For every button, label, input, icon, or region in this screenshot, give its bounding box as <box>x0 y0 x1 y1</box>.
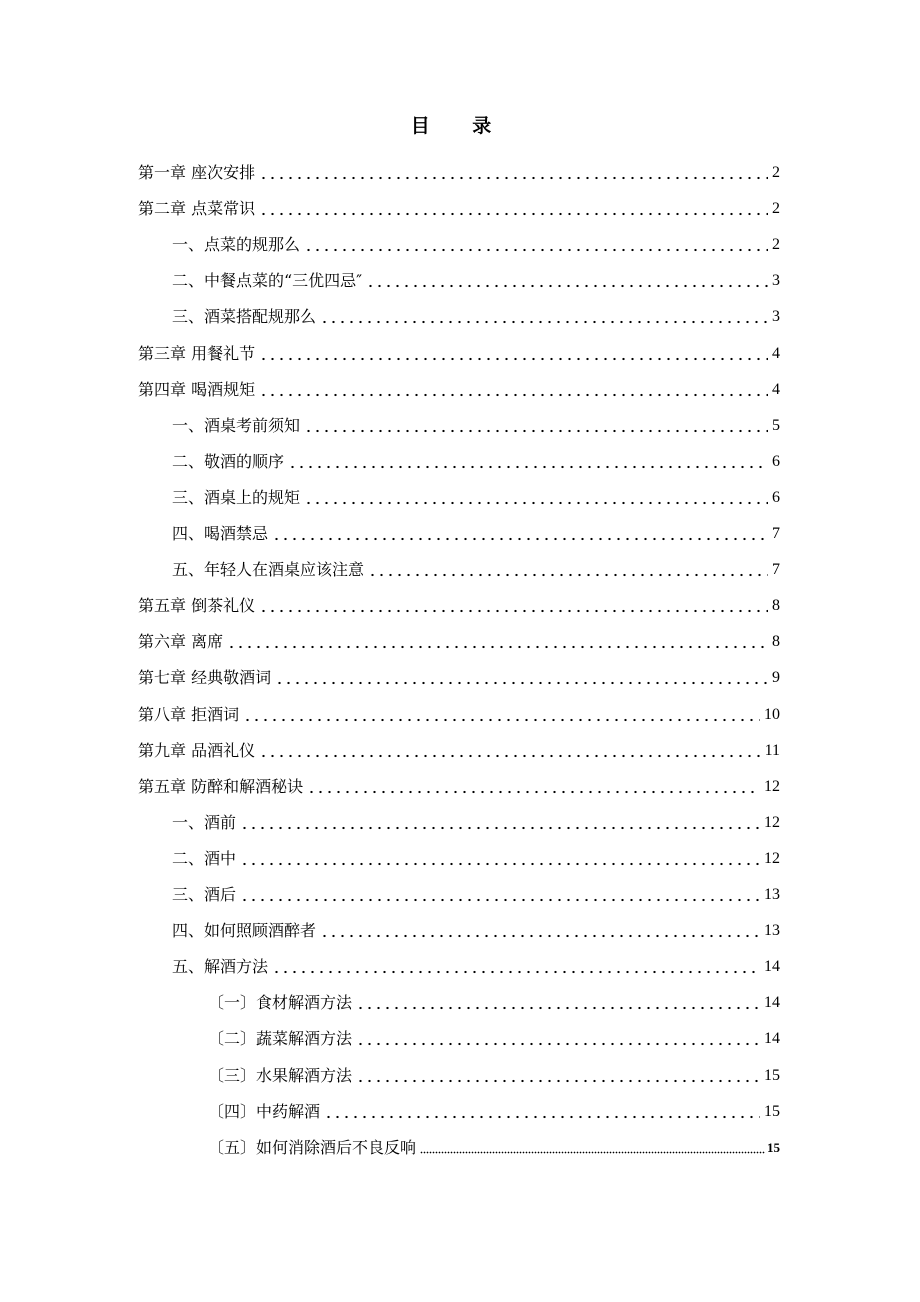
toc-dot-leader <box>259 393 768 397</box>
toc-entry-page-number: 12 <box>764 777 780 795</box>
toc-dot-leader <box>304 248 768 252</box>
toc-entry[interactable] <box>138 733 780 769</box>
toc-dot-leader <box>356 1006 760 1010</box>
toc-entry-label: 二、中餐点菜的“三优四忌″ <box>172 271 363 291</box>
toc-entry[interactable] <box>138 155 780 191</box>
toc-entry-page-number: 2 <box>772 236 780 254</box>
toc-entry[interactable] <box>138 697 780 733</box>
toc-entry-page-number: 3 <box>772 272 780 290</box>
toc-entry-label: 四、如何照顾酒醉者 <box>172 921 317 941</box>
toc-entry-page-number: 7 <box>772 525 780 542</box>
toc-entry-page-number: 6 <box>772 452 780 470</box>
toc-entry[interactable] <box>172 949 780 985</box>
toc-dot-leader <box>356 1079 760 1083</box>
toc-entry[interactable] <box>172 227 780 263</box>
toc-entry-label: 第一章 座次安排 <box>138 163 256 182</box>
toc-entry[interactable] <box>138 336 780 372</box>
toc-entry-page-number: 8 <box>772 597 780 615</box>
toc-entry[interactable] <box>138 588 780 624</box>
toc-entry[interactable] <box>138 372 780 408</box>
toc-entry[interactable] <box>208 1058 780 1094</box>
toc-entry-page-number: 2 <box>772 200 780 218</box>
toc-title: 目 录 <box>410 115 510 137</box>
toc-entry-page-number: 6 <box>772 488 780 506</box>
toc-entry-label: 〔三〕水果解酒方法 <box>208 1065 353 1085</box>
toc-dot-leader <box>227 645 768 649</box>
toc-entry-label: 五、年轻人在酒桌应该注意 <box>172 560 365 580</box>
toc-entry[interactable] <box>208 985 780 1021</box>
toc-entry[interactable] <box>208 1130 780 1166</box>
toc-dot-leader <box>243 718 760 722</box>
toc-entry[interactable] <box>208 1094 780 1130</box>
toc-dot-leader <box>356 1042 760 1046</box>
toc-entry-page-number: 5 <box>772 416 780 434</box>
toc-entry-page-number: 2 <box>772 164 780 181</box>
toc-entry-label: 三、酒后 <box>172 885 237 904</box>
toc-entry-label: 一、酒桌考前须知 <box>172 415 301 435</box>
toc-entry[interactable] <box>138 660 780 696</box>
toc-dot-leader <box>259 176 768 180</box>
toc-dot-leader <box>288 465 768 469</box>
toc-entry[interactable] <box>172 299 780 335</box>
toc-dot-leader <box>304 501 768 505</box>
toc-entry[interactable] <box>172 480 780 516</box>
toc-entry-page-number: 8 <box>772 633 780 651</box>
toc-dot-leader <box>259 754 761 758</box>
toc-entry-page-number: 15 <box>767 1139 780 1155</box>
toc-entry-label: 第三章 用餐礼节 <box>138 343 256 363</box>
toc-entry-page-number: 10 <box>764 705 780 723</box>
toc-entry-label: 四、喝酒禁忌 <box>172 524 269 543</box>
toc-entry-label: 第八章 拒酒词 <box>138 704 240 724</box>
toc-entry-page-number: 7 <box>772 561 780 579</box>
toc-entry[interactable] <box>138 624 780 660</box>
toc-entry-page-number: 9 <box>772 669 780 687</box>
toc-entry-label: 〔四〕中药解酒 <box>208 1101 321 1121</box>
toc-entry-label: 二、敬酒的顺序 <box>172 451 285 471</box>
toc-entry[interactable] <box>208 1021 780 1057</box>
toc-dot-leader <box>240 862 760 866</box>
toc-entry-page-number: 3 <box>772 308 780 326</box>
toc-entry-label: 第五章 倒茶礼仪 <box>138 596 256 616</box>
toc-entry-label: 第四章 喝酒规矩 <box>138 379 256 399</box>
toc-entry-label: 三、酒菜搭配规那么 <box>172 307 317 327</box>
toc-entry-page-number: 12 <box>764 813 780 831</box>
toc-dot-leader <box>275 681 768 685</box>
toc-entry-page-number: 11 <box>764 741 780 759</box>
toc-dot-leader <box>307 790 760 794</box>
toc-dot-leader <box>304 429 768 433</box>
toc-entry[interactable] <box>172 552 780 588</box>
toc-dot-leader <box>259 212 768 216</box>
toc-entry-page-number: 14 <box>764 1030 780 1048</box>
toc-entry[interactable] <box>172 408 780 444</box>
toc-entry[interactable] <box>172 913 780 949</box>
toc-entry-label: 〔一〕食材解酒方法 <box>208 993 353 1013</box>
toc-entry-label: 二、酒中 <box>172 848 237 868</box>
toc-dot-leader <box>366 284 768 288</box>
toc-dot-leader <box>368 573 768 577</box>
toc-entry-label: 第九章 品酒礼仪 <box>138 740 256 760</box>
toc-entry-page-number: 14 <box>764 958 780 976</box>
toc-entry[interactable] <box>138 769 780 805</box>
toc-entry-label: 第七章 经典敬酒词 <box>138 668 272 688</box>
toc-entry[interactable] <box>138 191 780 227</box>
toc-entry-page-number: 15 <box>764 1102 780 1120</box>
toc-dot-leader <box>240 826 760 830</box>
toc-dot-leader <box>320 934 760 938</box>
toc-entry[interactable] <box>172 841 780 877</box>
toc-entry-label: 一、点菜的规那么 <box>172 235 301 255</box>
toc-dot-leader <box>272 970 760 974</box>
toc-entry-page-number: 13 <box>764 922 780 940</box>
toc-entry-label: 〔五〕如何消除酒后不良反响 <box>208 1137 417 1157</box>
toc-entry-page-number: 15 <box>764 1066 780 1084</box>
toc-dot-leader <box>240 898 760 902</box>
toc-entry-page-number: 13 <box>764 886 780 903</box>
toc-entry-label: 第六章 离席 <box>138 632 224 652</box>
toc-entry[interactable] <box>172 877 780 913</box>
toc-entry-label: 第五章 防醉和解酒秘诀 <box>138 776 304 796</box>
toc-dot-leader <box>272 537 768 541</box>
toc-entry-label: 五、解酒方法 <box>172 957 269 977</box>
toc-entry[interactable] <box>172 263 780 299</box>
toc-entry[interactable] <box>172 516 780 552</box>
toc-entry[interactable] <box>172 805 780 841</box>
toc-entry-page-number: 14 <box>764 994 780 1012</box>
toc-entry-label: 三、酒桌上的规矩 <box>172 487 301 507</box>
toc-entry-label: 〔二〕蔬菜解酒方法 <box>208 1029 353 1049</box>
toc-entry-page-number: 12 <box>764 849 780 867</box>
toc-entry-label: 一、酒前 <box>172 812 237 832</box>
toc-dot-leader <box>259 357 768 361</box>
toc-entry-page-number: 4 <box>772 380 780 398</box>
toc-entry-page-number: 4 <box>772 344 780 362</box>
toc-dot-leader <box>320 320 768 324</box>
toc-dot-leader <box>259 609 768 613</box>
toc-dot-leader <box>420 1151 765 1155</box>
toc-entry[interactable] <box>172 444 780 480</box>
toc-entry-label: 第二章 点菜常识 <box>138 199 256 219</box>
toc-dot-leader <box>324 1115 760 1119</box>
